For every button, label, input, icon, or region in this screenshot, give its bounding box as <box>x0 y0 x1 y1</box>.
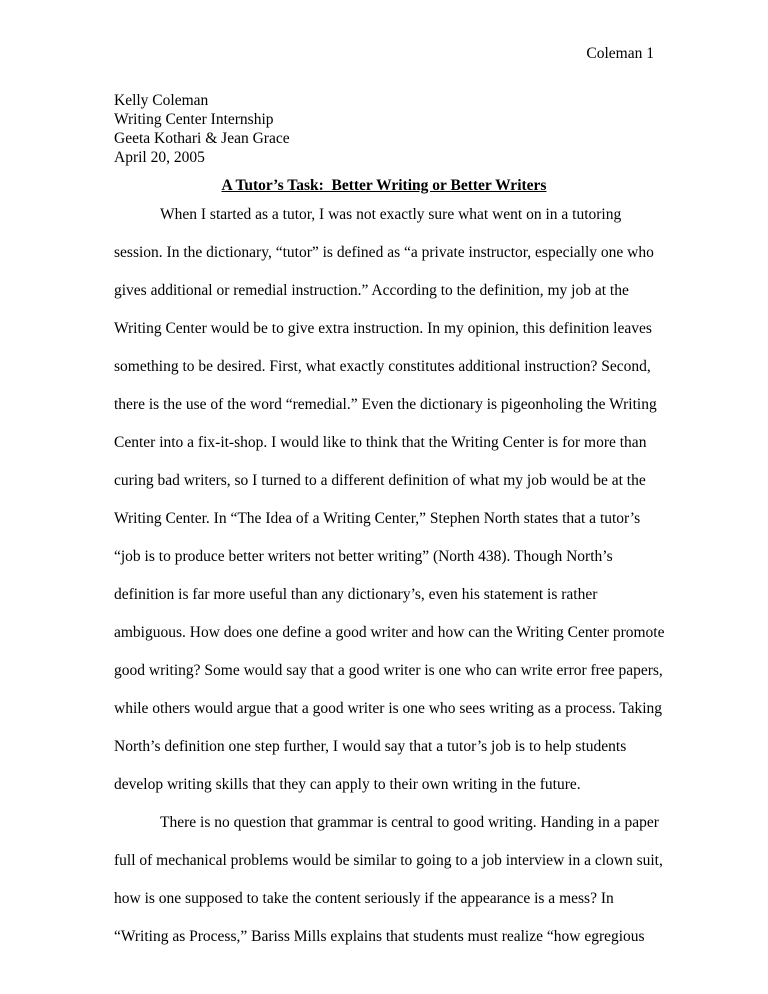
body-line: Center into a fix-it-shop. I would like to think that the Writing Center is for more than <box>114 434 647 451</box>
body-line: definition is far more useful than any dictionary’s, even his statement is rather <box>114 586 598 603</box>
body-line: curing bad writers, so I turned to a different definition of what my job would be at the <box>114 472 646 489</box>
body-line: gives additional or remedial instruction.” According to the definition, my job at the <box>114 282 629 299</box>
body-line: good writing? Some would say that a good writer is one who can write error free papers, <box>114 662 663 679</box>
paper-title: A Tutor’s Task: Better Writing or Better Writers <box>221 177 547 194</box>
body-line: develop writing skills that they can apply to their own writing in the future. <box>114 776 581 793</box>
body-line: “job is to produce better writers not better writing” (North 438). Though North’s <box>114 548 613 565</box>
body-line: ambiguous. How does one define a good writer and how can the Writing Center promote <box>114 624 665 641</box>
body-line: There is no question that grammar is central to good writing. Handing in a paper <box>160 814 659 831</box>
body-line: When I started as a tutor, I was not exactly sure what went on in a tutoring <box>160 206 622 223</box>
body-line: “Writing as Process,” Bariss Mills explains that students must realize “how egregious <box>114 928 645 945</box>
body-line: there is the use of the word “remedial.” Even the dictionary is pigeonholing the Writing <box>114 396 657 413</box>
body-line: North’s definition one step further, I would say that a tutor’s job is to help students <box>114 738 627 755</box>
body-line: while others would argue that a good writer is one who sees writing as a process. Taking <box>114 700 663 717</box>
paper-date: April 20, 2005 <box>114 149 205 166</box>
body-line: something to be desired. First, what exactly constitutes additional instruction? Second, <box>114 358 651 375</box>
heading-block <box>114 91 290 167</box>
running-head: Coleman 1 <box>586 45 654 62</box>
body-line: Writing Center. In “The Idea of a Writing Center,” Stephen North states that a tutor’s <box>114 510 641 527</box>
body-line: how is one supposed to take the content seriously if the appearance is a mess? In <box>114 890 614 907</box>
author-name: Kelly Coleman <box>114 92 209 109</box>
course-name: Writing Center Internship <box>114 111 274 128</box>
body-line: full of mechanical problems would be similar to going to a job interview in a clown suit, <box>114 852 663 869</box>
instructor-names: Geeta Kothari & Jean Grace <box>114 130 290 147</box>
body-line: Writing Center would be to give extra instruction. In my opinion, this definition leaves <box>114 320 652 337</box>
body-line: session. In the dictionary, “tutor” is defined as “a private instructor, especially one who <box>114 244 654 261</box>
